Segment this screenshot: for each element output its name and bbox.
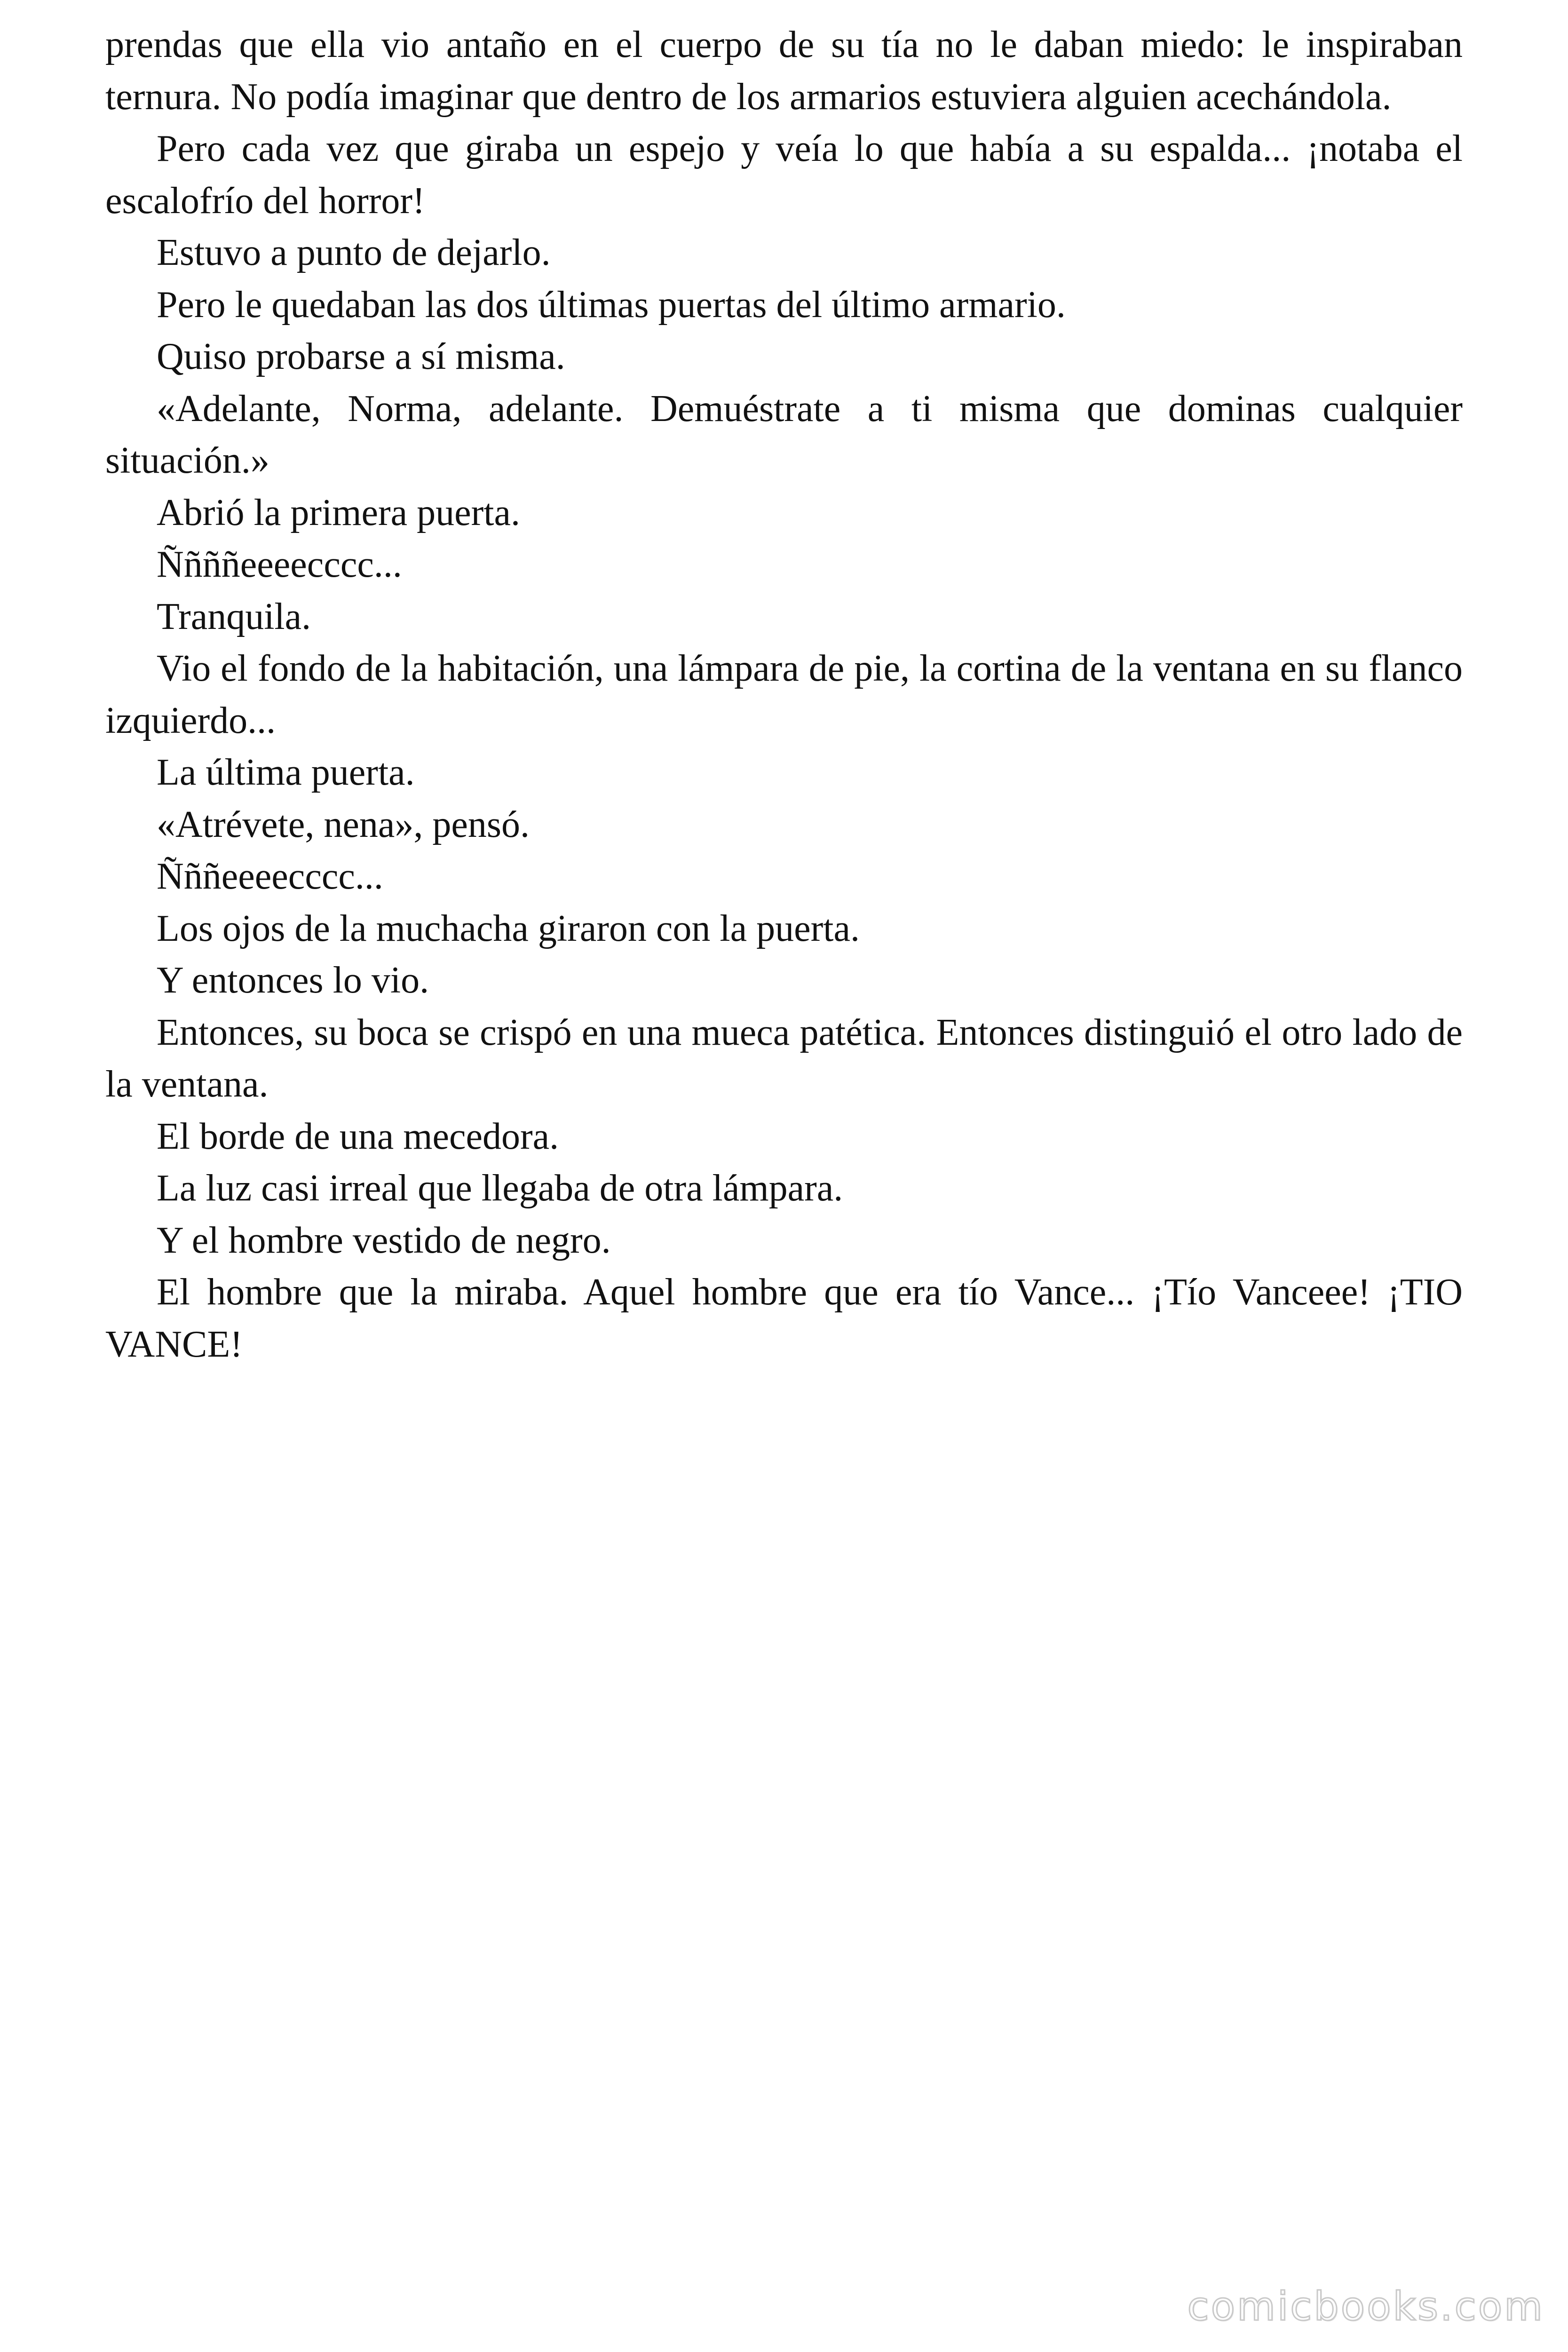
paragraph-5: Quiso probarse a sí misma. — [157, 336, 565, 377]
paragraph-20: El hombre que la miraba. Aquel hombre que era tío Vance... ¡Tío Vanceee! ¡TIO VANCE! — [105, 1271, 1463, 1365]
paragraph-10: Vio el fondo de la habitación, una lámpara de pie, la cortina de la ventana en su flanco izquierdo... — [105, 648, 1463, 741]
paragraph-12: «Atrévete, nena», pensó. — [157, 803, 530, 845]
paragraph-11: La última puerta. — [157, 752, 415, 793]
paragraph-2: Pero cada vez que giraba un espejo y veía lo que había a su espalda... ¡notaba el escalofrío del horror! — [105, 128, 1463, 222]
paragraph-15: Y entonces lo vio. — [157, 960, 429, 1001]
paragraph-14: Los ojos de la muchacha giraron con la puerta. — [157, 907, 860, 949]
paragraph-4: Pero le quedaban las dos últimas puertas del último armario. — [157, 284, 1066, 326]
paragraph-16: Entonces, su boca se crispó en una mueca patética. Entonces distinguió el otro lado de la ventana. — [105, 1011, 1463, 1105]
paragraph-8: Ññññeeeecccc... — [157, 544, 402, 585]
paragraph-13: Ñññeeeecccc... — [157, 856, 383, 897]
paragraph-3: Estuvo a punto de dejarlo. — [157, 232, 551, 273]
paragraph-6: «Adelante, Norma, adelante. Demuéstrate a ti misma que dominas cualquier situación.» — [105, 388, 1463, 481]
document-body — [105, 19, 1463, 1370]
paragraph-17: El borde de una mecedora. — [157, 1115, 559, 1157]
paragraph-1: prendas que ella vio antaño en el cuerpo de su tía no le daban miedo: le inspiraban ternura. No podía imaginar que dentro de los armarios estuviera alguien acechándola. — [105, 24, 1463, 118]
paragraph-7: Abrió la primera puerta. — [157, 492, 521, 533]
paragraph-9: Tranquila. — [157, 596, 311, 637]
paragraph-19: Y el hombre vestido de negro. — [157, 1219, 611, 1261]
paragraph-18: La luz casi irreal que llegaba de otra lámpara. — [157, 1168, 843, 1209]
site-watermark: comicbooks.com — [1187, 2283, 1544, 2329]
